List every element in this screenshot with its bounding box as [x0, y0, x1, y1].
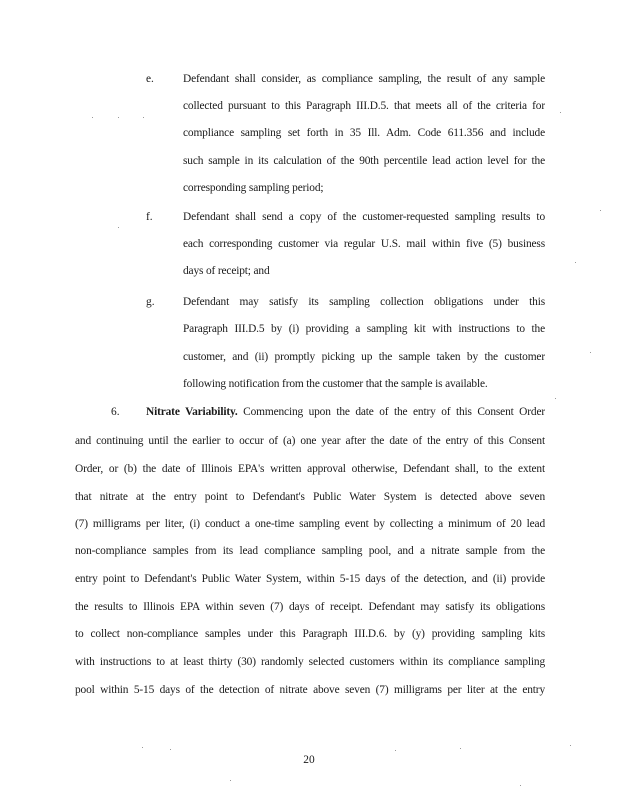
- scan-speck: [590, 352, 591, 353]
- paragraph-6-heading: Nitrate Variability.: [146, 406, 238, 418]
- item-e-line-5: corresponding sampling period;: [183, 182, 324, 194]
- paragraph-6-line-3: Order, or (b) the date of Illinois EPA's written approval otherwise, Defendant shall, to the extent: [75, 463, 545, 475]
- scan-speck: [170, 749, 171, 750]
- scan-speck: [575, 262, 576, 263]
- scan-speck: [118, 227, 119, 228]
- paragraph-6-line-4: that nitrate at the entry point to Defendant's Public Water System is detected above seven: [75, 491, 545, 503]
- paragraph-6-line-7: entry point to Defendant's Public Water System, within 5-15 days of the detection, and (ii) provide: [75, 573, 545, 585]
- scan-speck: [560, 112, 561, 113]
- scan-speck: [520, 785, 521, 786]
- scan-speck: [600, 210, 601, 211]
- item-e-marker: e.: [146, 73, 154, 85]
- item-e-line-4: such sample in its calculation of the 90th percentile lead action level for the: [183, 155, 545, 167]
- item-g-marker: g.: [146, 296, 155, 308]
- paragraph-6-line-11: pool within 5-15 days of the detection of nitrate above seven (7) milligrams per liter at the entry: [75, 684, 545, 696]
- item-e-line-1: Defendant shall consider, as compliance sampling, the result of any sample: [183, 73, 545, 85]
- scan-speck: [92, 117, 93, 118]
- paragraph-6-line-2: and continuing until the earlier to occur of (a) one year after the date of the entry of this Consent: [75, 435, 545, 447]
- item-f-marker: f.: [146, 211, 153, 223]
- paragraph-6-first-line: [146, 405, 545, 419]
- paragraph-6-line-9: to collect non-compliance samples under this Paragraph III.D.6. by (y) providing sampling kits: [75, 628, 545, 640]
- paragraph-6-line-8: the results to Illinois EPA within seven (7) days of receipt. Defendant may satisfy its obligations: [75, 601, 545, 613]
- item-e-line-3: compliance sampling set forth in 35 Ill. Adm. Code 611.356 and include: [183, 127, 545, 139]
- scan-speck: [395, 750, 396, 751]
- scan-speck: [143, 117, 144, 118]
- page-number: 20: [303, 754, 315, 766]
- paragraph-6-line-10: with instructions to at least thirty (30) randomly selected customers within its compliance sampling: [75, 656, 545, 668]
- scan-speck: [570, 745, 571, 746]
- paragraph-6-line-5: (7) milligrams per liter, (i) conduct a one-time sampling event by collecting a minimum of 20 lead: [75, 518, 545, 530]
- scan-speck: [118, 117, 119, 118]
- item-g-line-1: Defendant may satisfy its sampling collection obligations under this: [183, 296, 545, 308]
- scan-speck: [555, 398, 556, 399]
- paragraph-6-first-line-text: Commencing upon the date of the entry of this Consent Order: [243, 406, 545, 418]
- item-f-line-3: days of receipt; and: [183, 265, 270, 277]
- item-g-line-2: Paragraph III.D.5 by (i) providing a sampling kit with instructions to the: [183, 323, 545, 335]
- scan-speck: [142, 747, 143, 748]
- item-f-line-1: Defendant shall send a copy of the customer-requested sampling results to: [183, 211, 545, 223]
- item-e-line-2: collected pursuant to this Paragraph III.D.5. that meets all of the criteria for: [183, 100, 545, 112]
- paragraph-6-line-6: non-compliance samples from its lead compliance sampling pool, and a nitrate sample from the: [75, 545, 545, 557]
- scan-speck: [460, 748, 461, 749]
- item-g-line-3: customer, and (ii) promptly picking up the sample taken by the customer: [183, 351, 545, 363]
- scan-speck: [230, 780, 231, 781]
- item-f-line-2: each corresponding customer via regular U.S. mail within five (5) business: [183, 238, 545, 250]
- paragraph-6-number: 6.: [111, 406, 120, 418]
- item-g-line-4: following notification from the customer that the sample is available.: [183, 378, 488, 390]
